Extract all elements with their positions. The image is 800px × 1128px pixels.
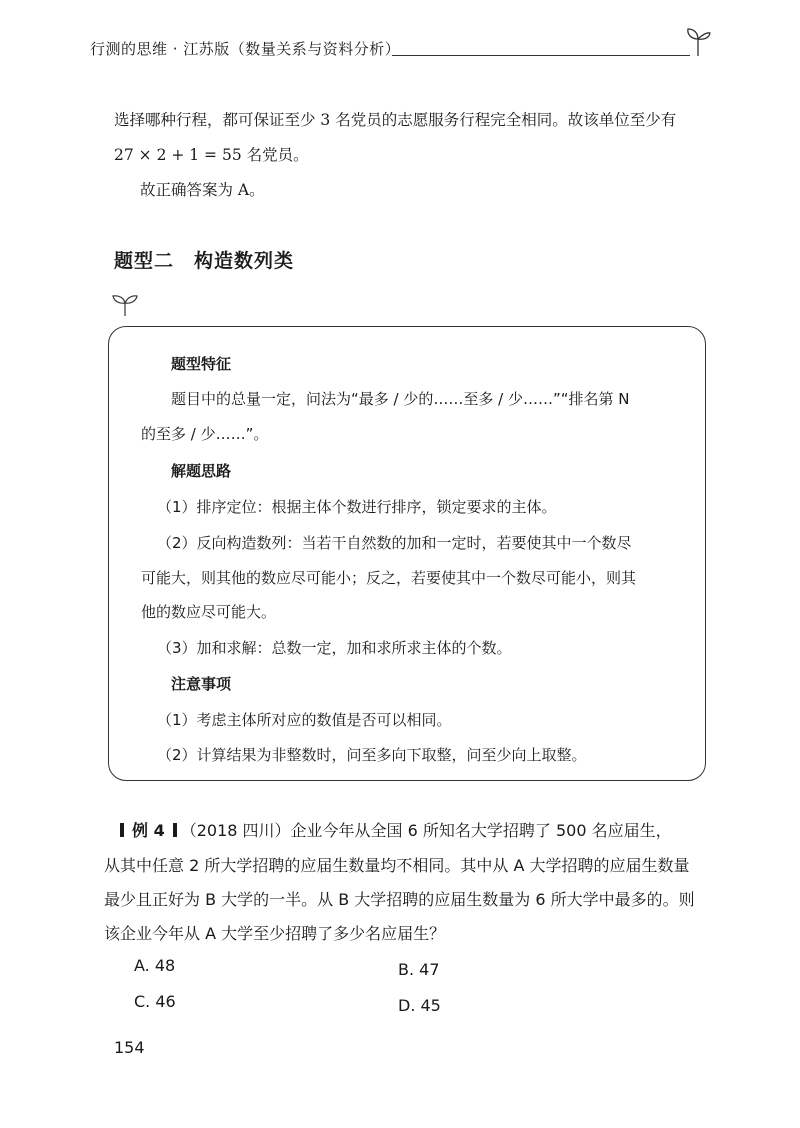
example-line-1 [120, 818, 672, 841]
approach-item-2-line-2: 可能大，则其他的数应尽可能小；反之，若要使其中一个数尽可能小，则其 [141, 569, 637, 587]
option-b: B. 47 [398, 960, 440, 979]
summary-box [108, 326, 706, 781]
page-number: 154 [114, 1038, 145, 1057]
option-c: C. 46 [134, 992, 176, 1011]
section-heading: 题型二 构造数列类 [114, 250, 295, 272]
example-marker-left [120, 823, 124, 837]
answer-text: 故正确答案为 A。 [140, 181, 265, 199]
option-a: A. 48 [134, 956, 176, 975]
approach-item-1: （1）排序定位：根据主体个数进行排序，锁定要求的主体。 [157, 498, 557, 516]
example-stem-line-2: 从其中任意 2 所大学招聘的应届生数量均不相同。其中从 A 大学招聘的应届生数量 [104, 856, 690, 875]
feature-line-2: 的至多 / 少……”。 [141, 425, 269, 443]
example-label: 例 4 [132, 821, 165, 840]
feature-line-1: 题目中的总量一定，问法为“最多 / 少的……至多 / 少……”“排名第 N [171, 390, 630, 408]
example-stem-line-3: 最少且正好为 B 大学的一半。从 B 大学招聘的应届生数量为 6 所大学中最多的。则 [104, 890, 695, 909]
example-stem-line-4: 该企业今年从 A 大学至少招聘了多少名应届生？ [104, 924, 446, 943]
feature-heading: 题型特征 [171, 355, 232, 373]
intro-line-2: 27 × 2 + 1 = 55 名党员。 [114, 146, 309, 164]
note-item-2: （2）计算结果为非整数时，问至多向下取整，问至少向上取整。 [157, 746, 587, 764]
sprout-icon [110, 290, 140, 318]
example-marker-right [173, 823, 177, 837]
approach-heading: 解题思路 [171, 462, 232, 480]
sprout-icon [684, 22, 712, 58]
running-header-title: 行测的思维 · 江苏版（数量关系与资料分析） [90, 40, 401, 58]
example-stem-line-1: （2018 四川）企业今年从全国 6 所知名大学招聘了 500 名应届生， [180, 821, 672, 840]
intro-line-1: 选择哪种行程，都可保证至少 3 名党员的志愿服务行程完全相同。故该单位至少有 [114, 111, 677, 129]
option-d: D. 45 [398, 996, 441, 1015]
approach-item-2-line-3: 他的数应尽可能大。 [141, 603, 277, 621]
approach-item-2-line-1: （2）反向构造数列：当若干自然数的加和一定时，若要使其中一个数尽 [157, 534, 632, 552]
header-rule [392, 55, 690, 56]
note-item-1: （1）考虑主体所对应的数值是否可以相同。 [157, 711, 452, 729]
approach-item-3: （3）加和求解：总数一定，加和求所求主体的个数。 [157, 639, 512, 657]
notes-heading: 注意事项 [171, 675, 232, 693]
